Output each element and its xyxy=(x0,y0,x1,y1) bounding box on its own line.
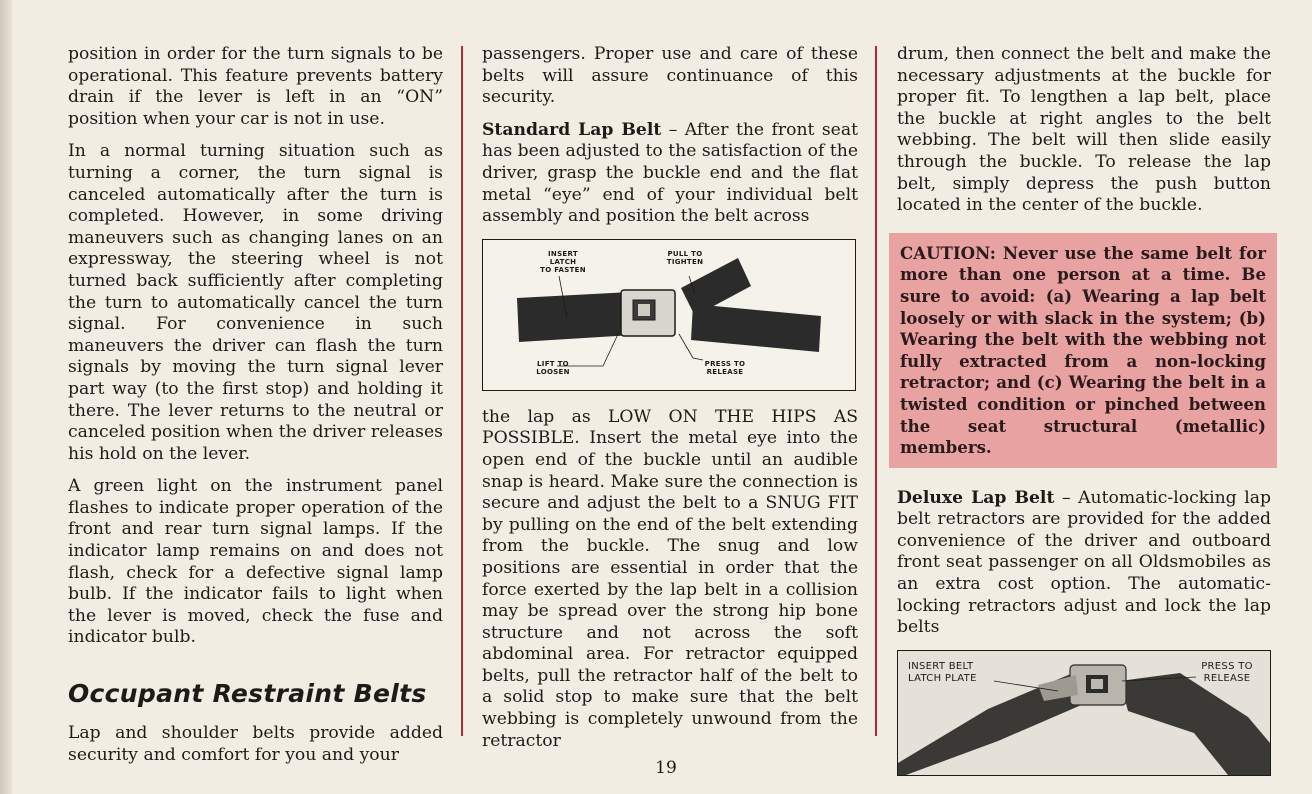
standard-lap-belt-figure xyxy=(482,239,856,391)
press-to-release-label: PRESS TO RELEASE xyxy=(1201,660,1253,684)
paragraph: A green light on the instrument panel flashes to indicate proper operation of the front and rear turn signal lamps. If the indicator lamp remains on and does not flash, check for a defective signal lamp bulb. If the indicator fails to light when the lever is moved, check the fuse and indicator bulb. xyxy=(68,476,443,648)
deluxe-lap-belt-heading: Deluxe Lap Belt xyxy=(897,487,1055,508)
column-rule xyxy=(461,46,463,736)
paragraph-text: – After the front seat has been adjusted to the satisfaction of the driver, grasp the buckle end and the flat metal “eye” end of your individual belt assembly and position the belt across xyxy=(482,119,859,227)
standard-lap-belt-heading: Standard Lap Belt xyxy=(482,119,662,140)
paragraph: position in order for the turn signals to be operational. This feature prevents battery drain if the lever is left in an “ON” position when your car is not in use. xyxy=(68,44,443,129)
paragraph xyxy=(482,120,858,228)
paragraph: drum, then connect the belt and make the necessary adjustments at the buckle for proper fit. To lengthen a lap belt, place the buckle at right angles to the belt webbing. The belt will then slide easily through the buckle. To release the lap belt, simply depress the push button located in the center of the buckle. xyxy=(897,44,1271,216)
column-1 xyxy=(68,44,443,777)
insert-belt-latch-plate-label: INSERT BELT LATCH PLATE xyxy=(908,660,977,684)
page-binding-edge xyxy=(0,0,12,794)
page-number: 19 xyxy=(655,758,677,778)
column-3 xyxy=(897,44,1271,776)
deluxe-lap-belt-figure xyxy=(897,650,1271,776)
paragraph: the lap as LOW ON THE HIPS AS POSSIBLE. Insert the metal eye into the open end of the buckle until an audible snap is heard. Make sure the connection is secure and adjust the belt to a SNUG FIT by pulling on the end of the belt extending from the buckle. The snug and low positions are essential in order that the force exerted by the lap belt in a collision may be spread over the strong hip bone structure and not across the soft abdominal area. For retractor equipped belts, pull the retractor half of the belt to a solid stop to make sure that the belt webbing is completely unwound from the retractor xyxy=(482,406,858,751)
paragraph: In a normal turning situation such as turning a corner, the turn signal is canceled automatically after the turn is completed. However, in some driving maneuvers such as changing lanes on an expressway, the steering wheel is not turned back sufficiently after completing the turn to automatically cancel the turn signal. For convenience in such maneuvers the driver can flash the turn signals by moving the turn signal lever part way (to the first stop) and holding it there. The lever returns to the neutral or canceled position when the driver releases his hold on the lever. xyxy=(68,141,443,464)
press-to-release-label: PRESS TO RELEASE xyxy=(704,359,746,376)
paragraph: passengers. Proper use and care of these belts will assure continuance of this security. xyxy=(482,44,858,108)
column-2 xyxy=(482,44,858,763)
lift-to-loosen-label: LIFT TO LOOSEN xyxy=(536,359,570,376)
caution-box: CAUTION: Never use the same belt for more than one person at a time. Be sure to avoid: (a) Wearing a lap belt loosely or with slack in the system; (b) Wearing the belt with the webbing not fully extracted from a non-locking retractor; and (c) Wearing the belt in a twisted condition or pinched between the seat structural (metallic) members. xyxy=(889,233,1277,468)
paragraph xyxy=(897,488,1271,639)
paragraph-text: – Automatic-locking lap belt retractors are provided for the added convenience of the driver and outboard front seat passenger on all Oldsmobiles as an extra cost option. The automatic-locking retractors adjust and lock the lap belts xyxy=(897,487,1271,638)
paragraph: Lap and shoulder belts provide added security and comfort for you and your xyxy=(68,723,443,765)
section-heading: Occupant Restraint Belts xyxy=(68,679,427,709)
column-rule xyxy=(875,46,877,736)
insert-latch-label: INSERT LATCH TO FASTEN xyxy=(540,249,586,274)
pull-to-tighten-label: PULL TO TIGHTEN xyxy=(666,249,704,266)
